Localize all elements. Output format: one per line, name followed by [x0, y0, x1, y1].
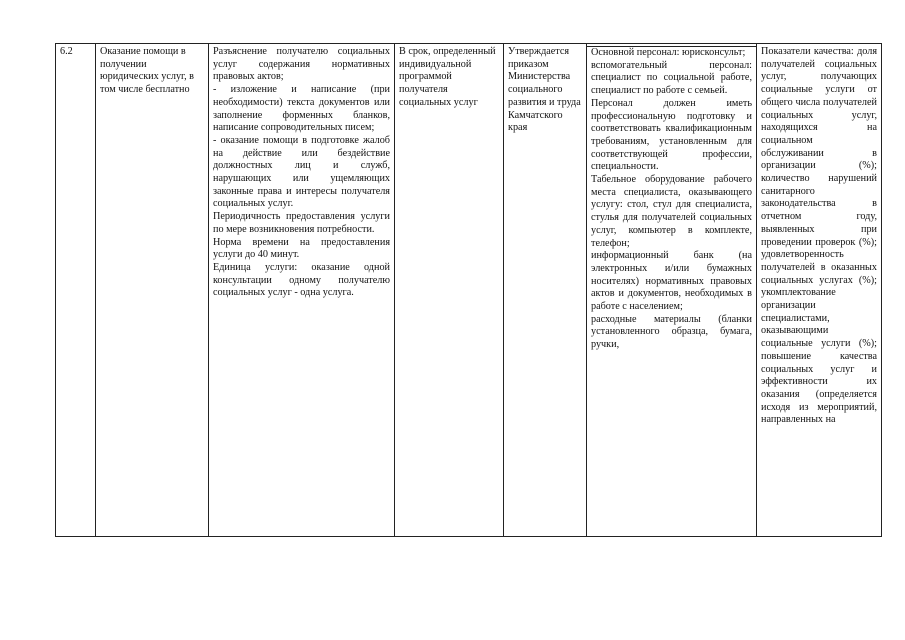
content-paragraph: Периодичность предоставления услуги по мере возникновения потребности. [213, 211, 390, 235]
row-number-cell [56, 44, 96, 537]
services-table [55, 43, 882, 537]
service-term: В срок, определенный индивидуальной программой получателя социальных услуг [399, 46, 496, 108]
service-tariff: Утверждается приказом Министерства социального развития и труда Камчатского края [508, 46, 581, 134]
quality-indicators: Показатели качества: доля получателей социальных услуг, получающих социальные услуги от общего числа получателей социальных услуг, находящихся на социальном обслуживании в организации (%); количество нарушений санитарного законодательства в отчетном году, выявленных при проведении проверок (%); удовлетворенность получателей в оказанных социальных услугах (%); укомплектование организации специалистами, оказывающими социальные услуги (%); повышение качества социальных услуг и эффективности их оказания (определяется исходя из мероприятий, направленных на [761, 46, 877, 426]
conditions-paragraph: Табельное оборудование рабочего места специалиста, оказывающего услугу: стол, стул для специалиста, стулья для получателей социальных услуг, компьютер в комплекте, телефон; [591, 174, 752, 249]
conditions-paragraph: информационный банк (на электронных и/или бумажных носителях) нормативных правовых актов и документов, необходимых в работе с населением; [591, 250, 752, 313]
content-paragraph: Норма времени на предоставления услуги до 40 минут. [213, 236, 390, 261]
quality-indicators-cell [757, 44, 882, 537]
content-paragraph: Разъяснение получателю социальных услуг содержания нормативных правовых актов; [213, 46, 390, 83]
conditions-paragraph: Персонал должен иметь профессиональную подготовку и соответствовать квалификационным требованиям, установленным для соответствующей профессии, специальности. [591, 97, 752, 173]
content-paragraph: - оказание помощи в подготовке жалоб на действие или бездействие должностных лиц и служб, нарушающих или ущемляющих законные права и интересы получателя социальных услуг. [213, 134, 390, 210]
service-tariff-cell [504, 44, 587, 537]
conditions-paragraph: расходные материалы (бланки установленного образца, бумага, ручки, [591, 313, 752, 351]
row-number: 6.2 [60, 46, 73, 57]
table-row [56, 44, 882, 537]
conditions-paragraph: вспомогательный персонал: специалист по социальной работе, специалист по работе с семьей. [591, 59, 752, 97]
service-name-cell [96, 44, 209, 537]
service-content-cell [209, 44, 395, 537]
service-term-cell [395, 44, 504, 537]
conditions-paragraph: Основной персонал: юрисконсульт; [591, 47, 746, 58]
services-table-container [55, 43, 882, 537]
content-paragraph: Единица услуги: оказание одной консультации одному получателю социальных услуг - одна услуга. [213, 261, 390, 299]
content-paragraph: - изложение и написание (при необходимости) текста документов или заполнение форменных бланков, написание сопроводительных писем; [213, 84, 390, 134]
service-conditions-cell [587, 44, 757, 537]
service-name: Оказание помощи в получении юридических услуг, в том числе бесплатно [100, 46, 194, 96]
